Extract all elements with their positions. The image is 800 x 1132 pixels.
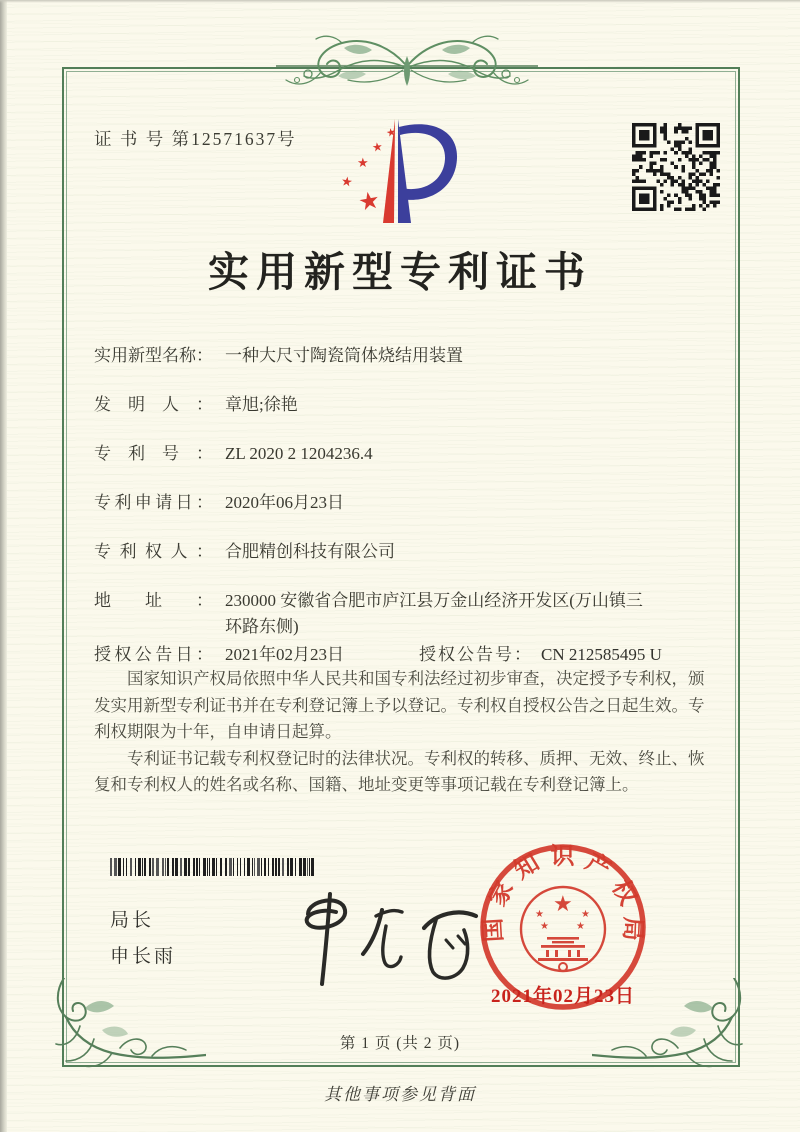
svg-text:★: ★ [576, 921, 585, 932]
field-value-2: CN 212585495 U [541, 645, 662, 664]
seal-text: 国家知识产权局 [480, 843, 646, 943]
svg-text:★: ★ [535, 909, 544, 920]
scan-edge-top [0, 0, 800, 3]
svg-text:★: ★ [581, 909, 590, 920]
legal-paragraph: 专利证书记载专利权登记时的法律状况。专利权的转移、质押、无效、终止、恢复和专利权人的姓名或名称、国籍、地址变更等事项记载在专利登记簿上。 [94, 748, 705, 794]
field-row-name [94, 343, 714, 368]
field-value: 2020年06月23日 [225, 493, 344, 512]
field-row-filing-date [94, 490, 714, 515]
field-value: 章旭;徐艳 [225, 395, 298, 414]
scan-edge [0, 0, 7, 1132]
fields [94, 343, 714, 691]
field-row-address [94, 588, 714, 640]
svg-text:★: ★ [553, 892, 573, 917]
svg-text:★: ★ [384, 125, 398, 140]
certificate-title: 实用新型专利证书 [208, 249, 592, 295]
svg-text:★: ★ [540, 921, 549, 932]
field-label: 实用新型名称： [94, 346, 213, 365]
legal-text [94, 666, 714, 799]
field-label: 专利号： [94, 444, 213, 463]
seal-date: 2021年02月23日 [490, 986, 635, 1007]
svg-text:★: ★ [357, 156, 369, 171]
cnipa-logo-icon [336, 114, 468, 228]
legal-paragraph: 国家知识产权局依照中华人民共和国专利法经过初步审查，决定授予专利权，颁发实用新型专利证书并在专利登记簿上予以登记。专利权自授权公告之日起生效。专利权期限为十年，自申请日起算。 [94, 669, 705, 741]
national-emblem [521, 887, 605, 971]
director-signature-icon [278, 884, 493, 994]
svg-text:★: ★ [339, 174, 354, 191]
field-label: 地址： [94, 591, 213, 610]
field-label: 专利申请日： [94, 493, 213, 512]
back-note: 其他事项参见背面 [324, 1085, 476, 1104]
field-value: 2021年02月23日 [225, 645, 344, 664]
field-row-grant-date [94, 642, 714, 667]
field-value: 一种大尺寸陶瓷筒体烧结用装置 [225, 346, 463, 365]
certificate-number: 证 书 号 第12571637号 [94, 129, 297, 149]
field-value: 230000 安徽省合肥市庐江县万金山经济开发区(万山镇三环路东侧) [225, 591, 643, 636]
center-leaf [404, 56, 410, 86]
barcode-icon [110, 858, 314, 876]
field-label: 授权公告日： [94, 645, 213, 664]
qr-code-icon [632, 123, 720, 211]
field-row-patentee [94, 539, 714, 564]
field-value: 合肥精创科技有限公司 [225, 542, 395, 561]
svg-text:★: ★ [356, 185, 383, 217]
bottom-left-flourish-icon [54, 978, 206, 1070]
field-value: ZL 2020 2 1204236.4 [225, 444, 373, 463]
page-indicator: 第 1 页 (共 2 页) [339, 1035, 461, 1052]
field-label: 专利权人： [94, 542, 213, 561]
field-label: 发明人： [94, 395, 213, 414]
top-flourish-icon [276, 28, 538, 92]
director-name-label: 申长雨 [110, 946, 177, 967]
field-row-patent-no [94, 441, 714, 466]
field-label-2: 授权公告号： [419, 645, 533, 664]
svg-text:★: ★ [371, 139, 384, 155]
field-row-inventor [94, 392, 714, 417]
director-title-label: 局长 [110, 910, 155, 931]
